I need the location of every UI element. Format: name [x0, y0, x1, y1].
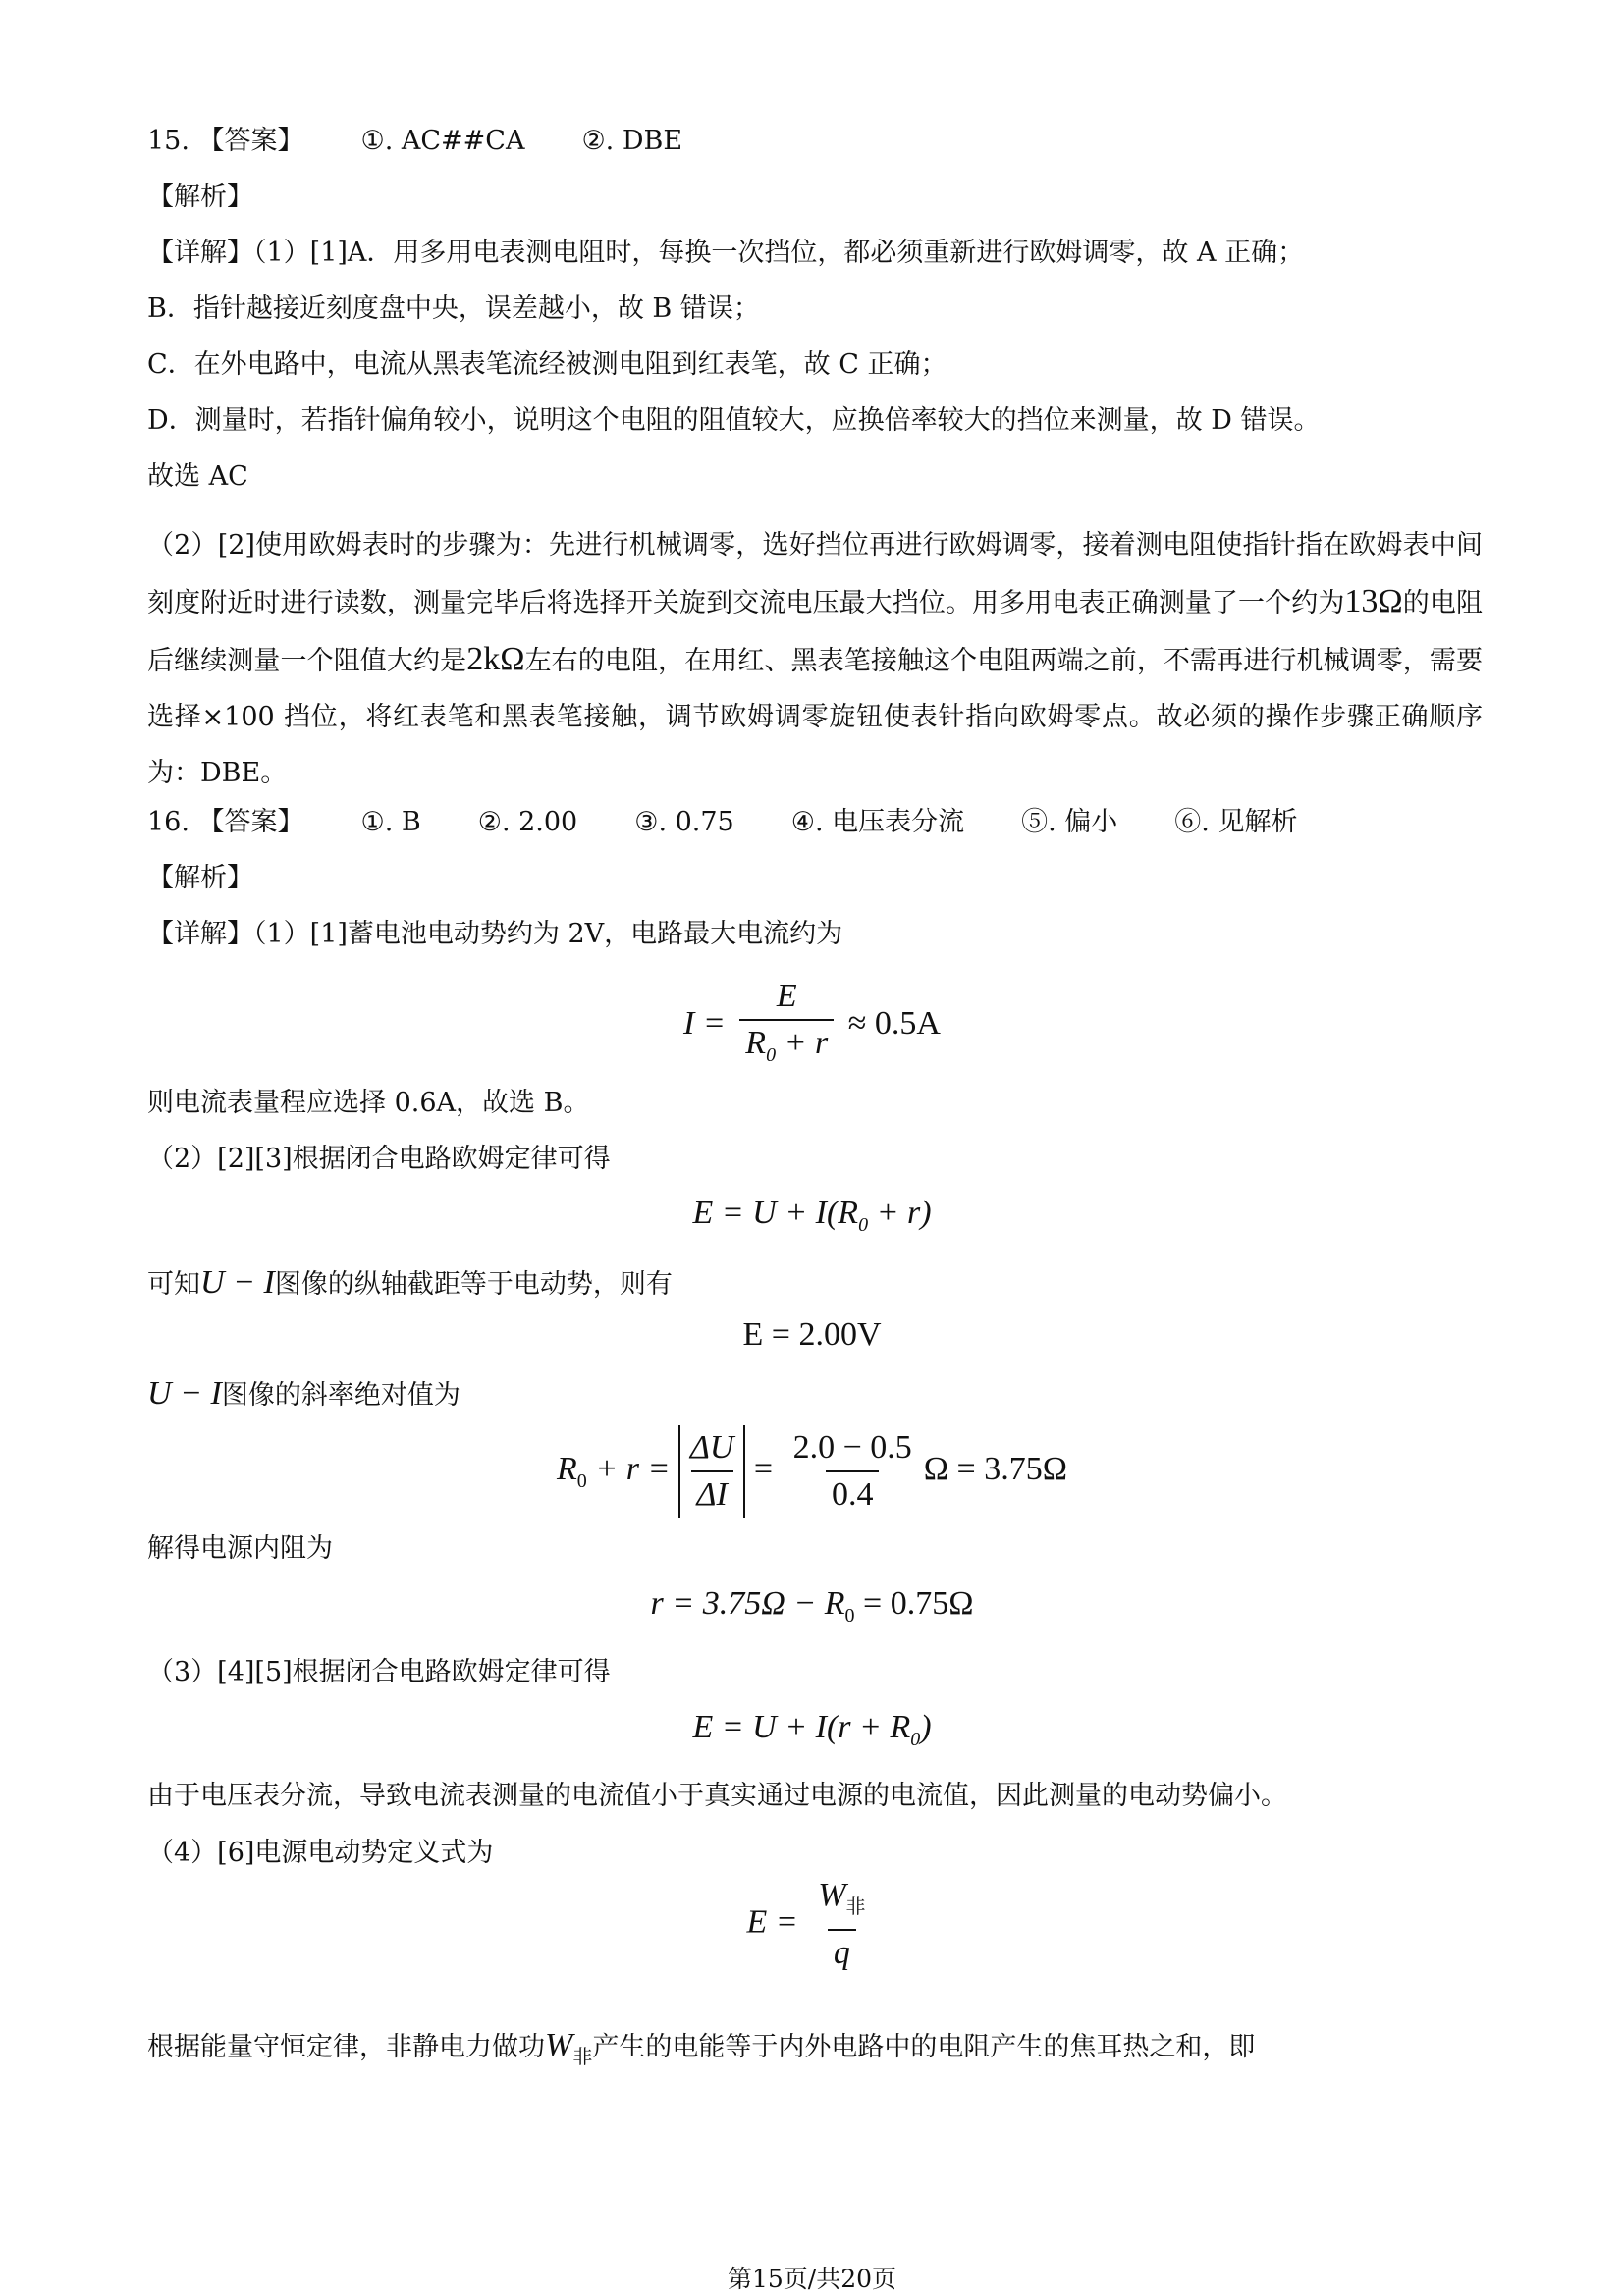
q16-solve-line: 解得电源内阻为: [147, 1533, 333, 1564]
q16-analysis-label: 【解析】: [147, 863, 253, 893]
q16-part3-intro: （3）[4][5]根据闭合电路欧姆定律可得: [147, 1657, 611, 1687]
equation-current: I = $\frac{E}{R_0 + r}$ ≈ 0.5A: [0, 978, 1624, 1074]
q16-energy-line: 根据能量守恒定律，非静电力做功$W_非$产生的电能等于内外电路中的电阻产生的焦耳热之和，即: [147, 2027, 1256, 2068]
absolute-value: $\frac{\Delta U}{\Delta I}$: [678, 1425, 746, 1518]
q16-part4-intro: （4）[6]电源电动势定义式为: [147, 1838, 494, 1868]
ui-label: U − I: [200, 1264, 275, 1301]
q16-intercept-line: 可知U − I图像的纵轴截距等于电动势，则有: [147, 1264, 673, 1301]
q16-part2-intro: （2）[2][3]根据闭合电路欧姆定律可得: [147, 1144, 611, 1174]
q15-choice: 故选 AC: [147, 461, 248, 492]
q15-detail-a: 【详解】（1）[1]A．用多用电表测电阻时，每换一次挡位，都必须重新进行欧姆调零，故 A 正确；: [147, 238, 1305, 268]
equation-ohm-law-1: $E = U + I(R_0 + r)$: [692, 1195, 932, 1236]
q15-answer-line: [147, 124, 682, 159]
equation-ohm-law-2: $E = U + I(r + R_0)$: [692, 1709, 932, 1750]
work-symbol: $W_非$: [545, 2027, 593, 2068]
q15-part2-paragraph: （2）[2]使用欧姆表时的步骤为：先进行机械调零，选好挡位再进行欧姆调零，接着测电阻使指针指在欧姆表中间刻度附近时进行读数，测量完毕后将选择开关旋到交流电压最大挡位。用多用电表正确测量了一个约为13Ω的电阻后继续测量一个阻值大约是2kΩ左右的电阻，在用红、黑表笔接触这个电阻两端之前，不需再进行机械调零，需要选择×100 挡位，将红表笔和黑表笔接触，调节欧姆调零旋钮使表针指向欧姆零点。故必须的操作步骤正确顺序为：DBE。: [147, 530, 1484, 788]
q15-analysis-label: 【解析】: [147, 182, 253, 212]
q16-answer-line: [147, 805, 1297, 840]
q16-answer-1: ①. B: [360, 807, 421, 837]
equation-emf: E = 2.00V: [742, 1316, 882, 1353]
ui-label: U − I: [147, 1375, 222, 1412]
q16-slope-line: U − I图像的斜率绝对值为: [147, 1375, 460, 1412]
q15-option-b: B．指针越接近刻度盘中央，误差越小，故 B 错误；: [147, 294, 760, 324]
q16-answer-4: ④. 电压表分流: [790, 807, 965, 837]
q16-detail: 【详解】（1）[1]蓄电池电动势约为 2V，电路最大电流约为: [147, 919, 843, 949]
fraction: $\frac{2.0 - 0.5}{0.4}$: [792, 1429, 912, 1513]
q16-answer-5: ⑤. 偏小: [1021, 807, 1118, 837]
equation-internal-resistance: $r = 3.75\Omega - R_0 = 0.75\Omega$: [650, 1585, 974, 1627]
q16-answer-2: ②. 2.00: [477, 807, 578, 837]
page-footer: 第15页/共20页: [727, 2265, 897, 2293]
equation-emf-definition: E = $\frac{W_非}{q}$: [0, 1877, 1624, 1972]
q16-answer-6: ⑥. 见解析: [1174, 807, 1298, 837]
resistance-2-kohm: 2kΩ: [466, 641, 525, 677]
q15-option-d: D．测量时，若指针偏角较小，说明这个电阻的阻值较大，应换倍率较大的挡位来测量，故 D 错误。: [147, 405, 1321, 436]
q15-option-c: C．在外电路中，电流从黑表笔流经被测电阻到红表笔，故 C 正确；: [147, 349, 947, 380]
q16-heading: 16. 【答案】: [147, 807, 304, 837]
q16-conclusion: 由于电压表分流，导致电流表测量的电流值小于真实通过电源的电流值，因此测量的电动势偏小。: [147, 1781, 1287, 1811]
q15-answer-2: ②. DBE: [581, 126, 683, 156]
q15-heading: 15. 【答案】: [147, 126, 304, 156]
q16-range-line: 则电流表量程应选择 0.6A，故选 B。: [147, 1088, 590, 1118]
fraction: $\frac{E}{R_0 + r}$: [739, 978, 834, 1074]
q15-answer-1: ①. AC##CA: [360, 126, 525, 156]
fraction: $\frac{W_非}{q}$: [818, 1877, 866, 1971]
equation-slope: $R_0 + r$ = $\frac{\Delta U}{\Delta I}$ = $\frac{2.0 - 0.5}{0.4}$ Ω = 3.75Ω: [0, 1425, 1624, 1518]
resistance-13-ohm: 13Ω: [1344, 583, 1403, 619]
q16-answer-3: ③. 0.75: [634, 807, 734, 837]
